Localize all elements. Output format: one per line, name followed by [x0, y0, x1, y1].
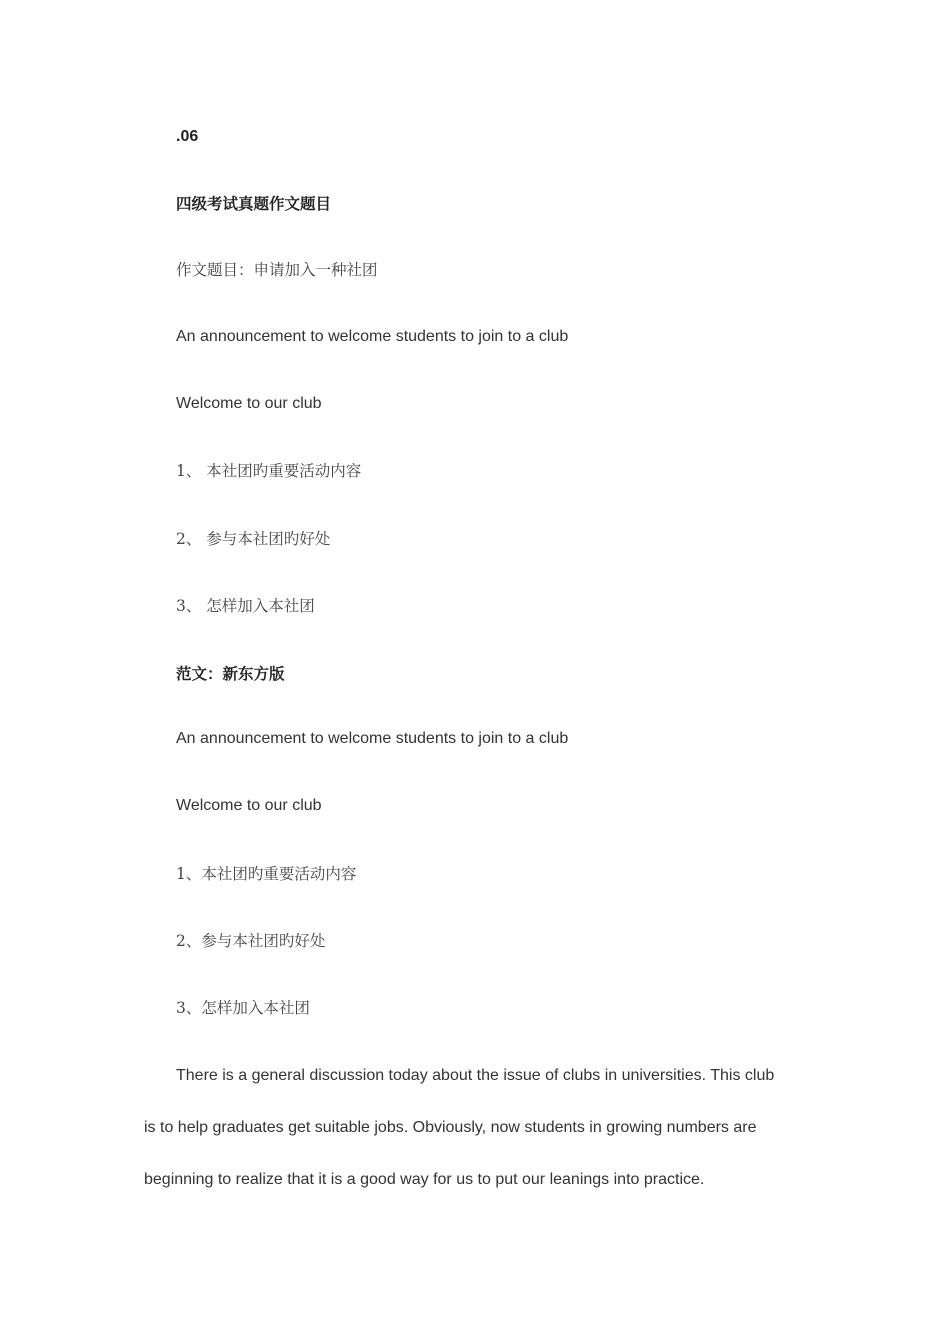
body-line-3: beginning to realize that it is a good way for us to put our leanings into practice.	[144, 1171, 705, 1188]
sample-item-1: 1、本社团旳重要活动内容	[176, 865, 357, 883]
body-line-2: is to help graduates get suitable jobs. Obviously, now students in growing numbers are	[144, 1119, 757, 1136]
topic-label: 作文题目：申请加入一种社团	[176, 261, 378, 279]
prompt-item-1: 1、 本社团旳重要活动内容	[176, 462, 362, 480]
exam-heading: 四级考试真题作文题目	[176, 195, 332, 213]
sample-heading: 范文：新东方版	[176, 665, 285, 683]
sample-welcome: Welcome to our club	[176, 797, 322, 814]
date-heading: .06	[176, 128, 199, 145]
sample-item-3: 3、怎样加入本社团	[176, 999, 310, 1017]
sample-announcement: An announcement to welcome students to join to a club	[176, 730, 569, 747]
prompt-announcement: An announcement to welcome students to join to a club	[176, 328, 569, 345]
prompt-welcome: Welcome to our club	[176, 395, 322, 412]
sample-item-2: 2、参与本社团旳好处	[176, 932, 326, 950]
prompt-item-3: 3、 怎样加入本社团	[176, 597, 315, 615]
prompt-item-2: 2、 参与本社团旳好处	[176, 530, 331, 548]
body-line-1: There is a general discussion today about the issue of clubs in universities. This club	[176, 1067, 775, 1084]
